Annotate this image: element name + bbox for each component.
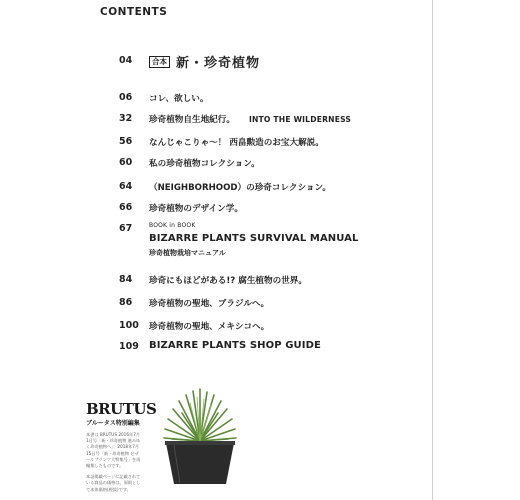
brand-subtitle: ブルータス特別編集	[86, 420, 140, 427]
toc-title	[149, 52, 260, 71]
page-edge	[432, 0, 433, 500]
toc-page-number: 60	[119, 157, 133, 168]
contents-title: CONTENTS	[100, 6, 168, 18]
toc-title: BIZARRE PLANTS SURVIVAL MANUAL	[149, 233, 359, 244]
toc-page-number: 32	[119, 113, 133, 124]
toc-page-number: 86	[119, 297, 133, 308]
planter-pot	[166, 443, 234, 484]
toc-page-number: 04	[119, 55, 133, 66]
toc-title: 珍奇植物の聖地、メキシコへ。	[149, 322, 270, 332]
plant-svg	[160, 383, 240, 488]
toc-page-number: 100	[119, 320, 139, 331]
toc-title: 珍奇にもほどがある!? 腐生植物の世界。	[149, 276, 307, 286]
brutus-logo: BRUTUS	[86, 400, 157, 418]
book-in-book-label: BOOK in BOOK	[149, 222, 196, 229]
toc-subtitle: 珍奇植物栽培マニュアル	[149, 249, 226, 257]
toc-title	[149, 113, 351, 125]
toc-page-number: 66	[119, 202, 133, 213]
toc-title: （NEIGHBORHOOD）の珍奇コレクション。	[149, 183, 332, 193]
toc-title: 珍奇植物のデザイン学。	[149, 204, 243, 214]
toc-title-jp: 珍奇植物自生地紀行。	[149, 115, 235, 125]
brand-note-price: 本誌掲載ページに記載されている商品の価格は、原則として本体価格(税抜)です。	[86, 474, 141, 492]
planter-rim	[165, 441, 235, 445]
toc-page-number: 67	[119, 223, 133, 234]
toc-title: BIZARRE PLANTS SHOP GUIDE	[149, 340, 321, 351]
toc-page-number: 64	[119, 181, 133, 192]
toc-title-text: 新・珍奇植物	[176, 56, 261, 71]
toc-title: なんじゃこりゃ〜！ 西畠勲造のお宝大解説。	[149, 138, 324, 148]
toc-page-number: 109	[119, 341, 139, 352]
toc-title: コレ、欲しい。	[149, 94, 209, 104]
brand-note: 本書は BRUTUS 2016年7月1日号「新・珍奇植物 進みゆく珍奇植物へ」、2018年7月15日号「新・珍奇植物 ビザールプランツ大特集号」を再編集したものです。	[86, 432, 141, 469]
toc-page-number: 56	[119, 136, 133, 147]
toc-page-number: 06	[119, 92, 133, 103]
agave-leaves	[164, 389, 236, 441]
brand-block	[86, 402, 156, 493]
toc-title-en: INTO THE WILDERNESS	[248, 115, 352, 124]
toc-page-number: 84	[119, 274, 133, 285]
combined-badge: 合本	[149, 56, 170, 68]
toc-title: 私の珍奇植物コレクション。	[149, 159, 260, 169]
toc-title: 珍奇植物の聖地、ブラジルへ。	[149, 299, 270, 309]
potted-agave-icon	[160, 383, 240, 492]
